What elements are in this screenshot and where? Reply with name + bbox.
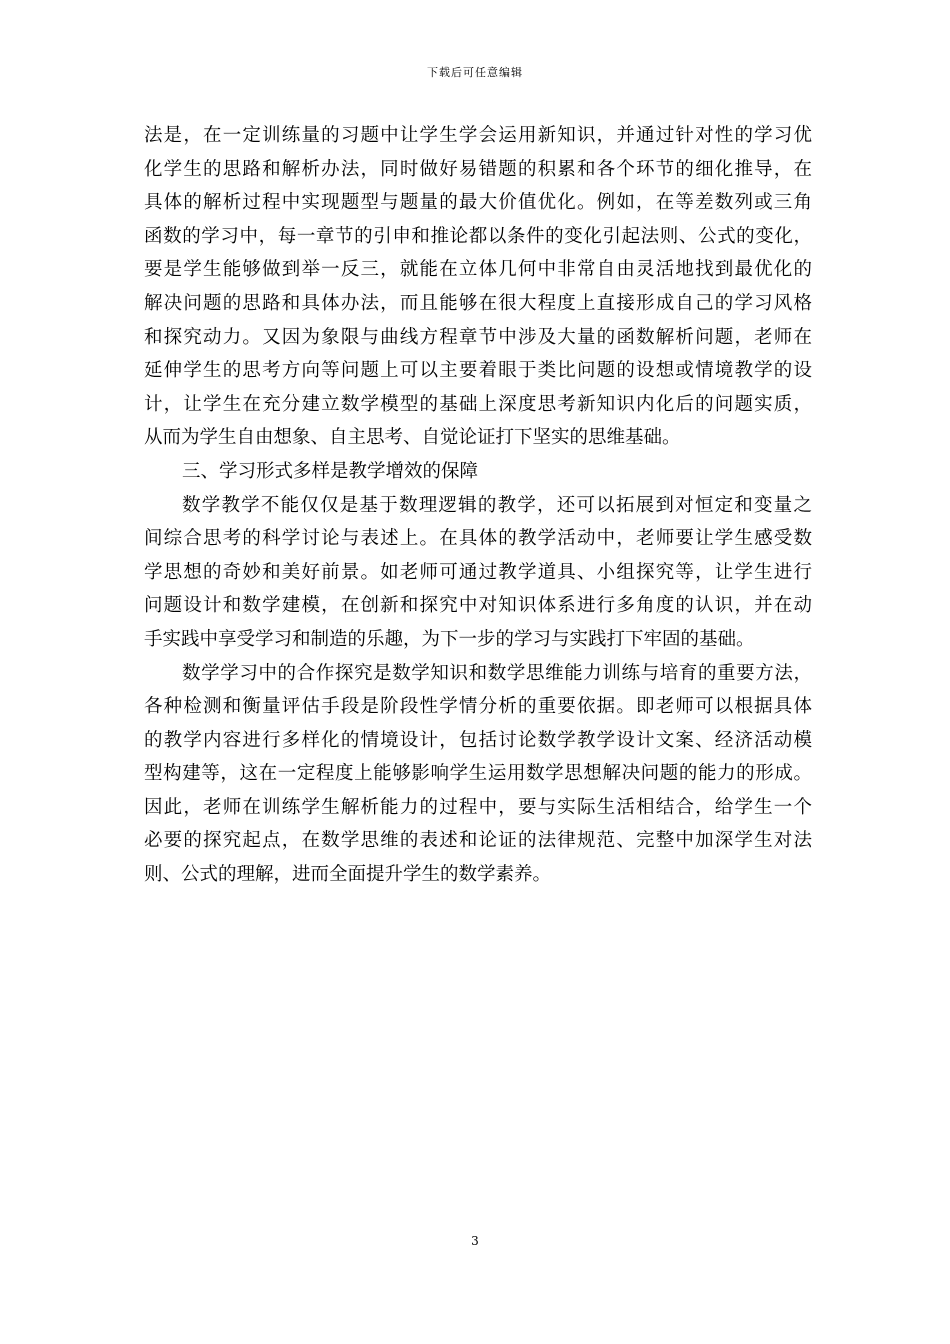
text-line: 化学生的思路和解析办法，同时做好易错题的积累和各个环节的细化推导，在 (144, 158, 812, 180)
paragraph (144, 119, 812, 455)
text-line: 因此，老师在训练学生解析能力的过程中，要与实际生活相结合，给学生一个 (144, 796, 812, 818)
paragraph (144, 657, 812, 892)
text-line: 型构建等，这在一定程度上能够影响学生运用数学思想解决问题的能力的形成。 (144, 763, 812, 785)
text-line: 必要的探究起点，在数学思维的表述和论证的法律规范、完整中加深学生对法 (144, 830, 812, 852)
text-line: 从而为学生自由想象、自主思考、自觉论证打下坚实的思维基础。 (144, 427, 681, 449)
text-line: 法是，在一定训练量的习题中让学生学会运用新知识，并通过针对性的学习优 (144, 125, 812, 146)
text-line: 的教学内容进行多样化的情境设计，包括讨论数学教学设计文案、经济活动模 (144, 729, 812, 751)
text-line: 各种检测和衡量评估手段是阶段性学情分析的重要依据。即老师可以根据具体 (144, 696, 812, 718)
text-line: 间综合思考的科学讨论与表述上。在具体的教学活动中，老师要让学生感受数 (144, 528, 812, 550)
text-line: 计，让学生在充分建立数学模型的基础上深度思考新知识内化后的问题实质， (144, 393, 812, 415)
text-line: 数学教学不能仅仅是基于数理逻辑的教学，还可以拓展到对恒定和变量之 (182, 494, 812, 516)
text-line: 学思想的奇妙和美好前景。如老师可通过教学道具、小组探究等，让学生进行 (144, 561, 812, 583)
text-line: 要是学生能够做到举一反三，就能在立体几何中非常自由灵活地找到最优化的 (144, 259, 812, 281)
text-line: 延伸学生的思考方向等问题上可以主要着眼于类比问题的设想或情境教学的设 (144, 360, 812, 382)
text-line: 数学学习中的合作探究是数学知识和数学思维能力训练与培育的重要方法， (182, 662, 812, 684)
text-line: 问题设计和数学建模，在创新和探究中对知识体系进行多角度的认识，并在动 (144, 595, 812, 617)
page-header: 下载后可任意编辑 (427, 66, 523, 79)
text-line: 三、学习形式多样是教学增效的保障 (182, 460, 479, 482)
text-line: 具体的解析过程中实现题型与题量的最大价值优化。例如，在等差数列或三角 (144, 192, 812, 214)
text-line: 函数的学习中，每一章节的引申和推论都以条件的变化引起法则、公式的变化， (144, 225, 812, 247)
page-number: 3 (471, 1234, 479, 1248)
document-body (144, 119, 812, 892)
paragraph (144, 489, 812, 657)
text-line: 解决问题的思路和具体办法，而且能够在很大程度上直接形成自己的学习风格 (144, 292, 812, 314)
section-heading (144, 455, 812, 489)
text-line: 和探究动力。又因为象限与曲线方程章节中涉及大量的函数解析问题，老师在 (144, 326, 812, 348)
text-line: 则、公式的理解，进而全面提升学生的数学素养。 (144, 864, 552, 886)
text-line: 手实践中享受学习和制造的乐趣，为下一步的学习与实践打下牢固的基础。 (144, 628, 755, 650)
